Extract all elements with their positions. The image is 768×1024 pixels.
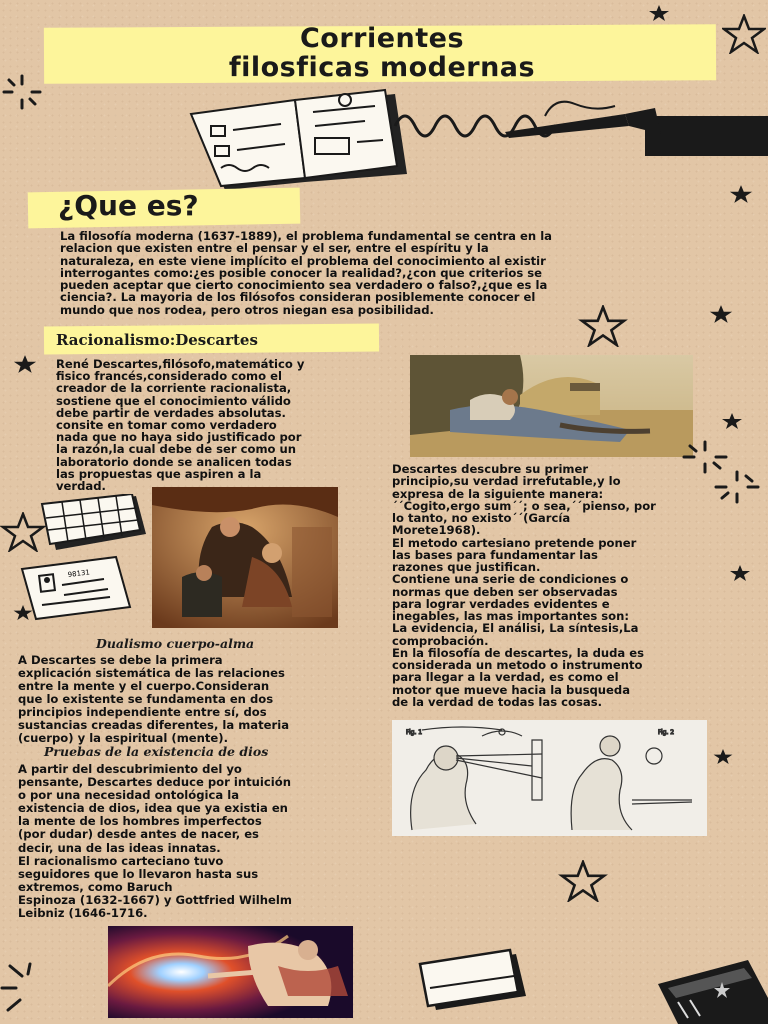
sparkle-icon [0,960,50,1020]
sparkle-icon [712,470,762,504]
star-icon [708,304,734,324]
star-icon [728,564,752,582]
vision-engraving [392,720,707,836]
page-title [46,24,718,84]
star-icon [720,412,744,430]
que-es-heading: ¿Que es? [58,189,199,222]
dark-book-doodle [648,958,768,1024]
sparkle-icon [0,72,44,112]
dualismo-heading: Dualismo cuerpo-alma [96,636,255,651]
title-line-1: Corrientes [299,23,465,54]
star-outline-icon [550,860,616,902]
resting-farmers-painting [410,355,693,457]
sparkle-icon [680,440,730,474]
pruebas-paragraph: A partir del descubrimiento del yo pensante, Descartes deduce por intuición o por una necesidad ontológica la existencia de dios, idea que ya existia en la mente de los hombres imperfectos (por dudar) desde antes de nacer, es decir, una de las ideas innatas. El racionalismo carteciano tuvo seguidores que lo llevaron hasta sus extremos, como Baruch Espinoza (1632-1667) y Gottfried Wilhelm Leibniz (1646-1716. [18,762,292,921]
descartes-paragraph: René Descartes,filósofo,matemático y fisico francés,considerado como el creador de la corriente racionalista, sostiene que el conocimiento válido debe partir de verdades absolutas. consite en tomar como verdadero nada que no haya sido justificado por la razón,la cual debe de ser como un laboratorio donde se analicen todas las propuestas que aspiren a la verdad. [56,357,305,494]
title-line-2: filosficas modernas [228,52,536,83]
svg-text:Fig. 2: Fig. 2 [658,729,675,736]
star-icon [712,748,734,765]
dualismo-paragraph: A Descartes se debe la primera explicación sistemática de las relaciones entre la mente y el cuerpo.Consideran que lo existente se fundamenta en dos principios independiente entre sí, dos sustancias creadas diferentes, la materia (cuerpo) y la espiritual (mente). [18,653,290,745]
star-icon [12,604,34,621]
star-outline-icon [722,14,766,54]
racionalismo-heading: Racionalismo:Descartes [56,331,258,349]
star-icon [728,184,754,204]
creation-galaxy-painting [108,926,353,1018]
grid-paper-doodle [40,494,150,554]
svg-text:Fig. 1: Fig. 1 [406,729,423,736]
star-icon [12,354,38,374]
star-outline-icon [570,305,636,347]
pruebas-heading: Pruebas de la existencia de dios [44,744,269,759]
star-icon [648,4,670,22]
notebook-pen-doodle [185,86,768,196]
intro-paragraph: La filosofía moderna (1637-1889), el problema fundamental se centra en la relacion que existen entre el pensar y el ser, entre el espíritu y la naturaleza, en este viene implícito el problema del conocimiento al existir interrogantes como:¿es posible conocer la realidad?,¿con que criterios se pueden aceptar que cierto conocimiento sea verdadero o falso?,¿que es la ciencia?. La mayoria de los filósofos consideran posiblemente conocer el mundo que nos rodea, pero otros niegan esa posibilidad. [60,229,552,317]
closed-book-doodle [416,948,528,1014]
metodo-cartesiano-paragraph: Descartes descubre su primer principio,su verdad irrefutable,y lo expresa de la siguiente manera: ´´Cogito,ergo sum´´; o sea,´´pienso, por lo tanto, no existo´´(García Morete1968). El metodo cartesiano pretende poner las bases para fundamentar las razones que justifican. Contiene una serie de condiciones o normas que deben ser observadas para lograr verdades evidentes e inegables, las mas importantes son: La evidencia, El análisi, La síntesis,La comprobación. En la filosofía de descartes, la duda es considerada un metodo o instrumento para llegar a la verdad, es como el motor que mueve hacia la busqueda de la verdad de todas las cosas. [392,462,656,709]
id-card-doodle [20,555,132,621]
id-card-number: 98131 [67,568,91,579]
figures-painting [152,487,338,628]
